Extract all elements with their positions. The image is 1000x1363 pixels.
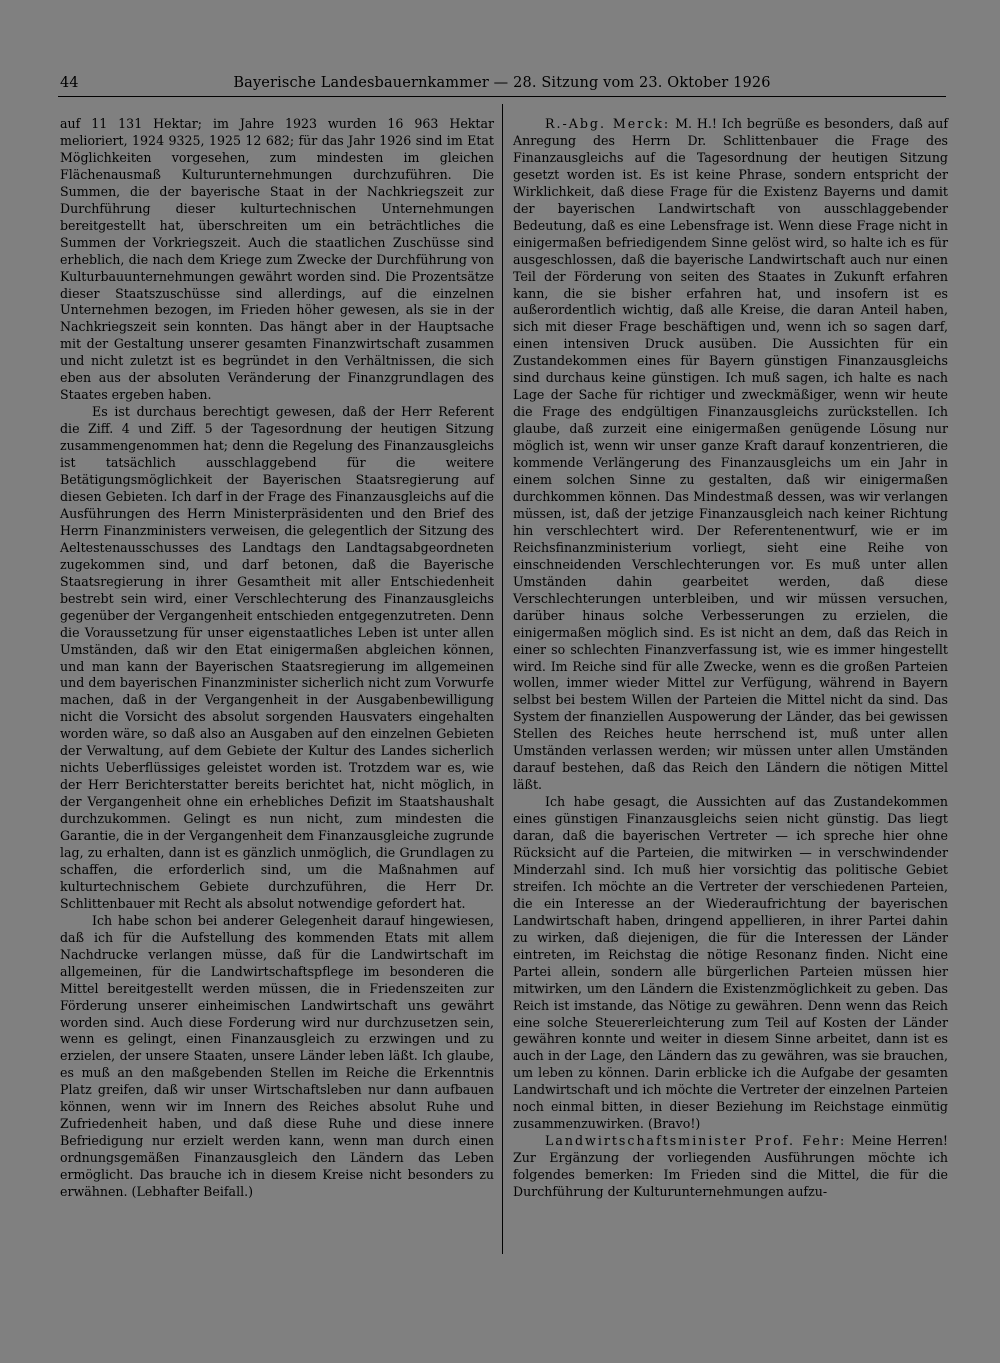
right-paragraph-1 xyxy=(513,116,948,794)
column-divider xyxy=(502,104,503,1254)
right-paragraph-2: Ich habe gesagt, die Aussichten auf das Zustandekommen eines günstigen Finanzausgleichs seien nicht günstig. Das liegt daran, daß die bayerischen Vertreter — ich spreche hier ohne Rücksicht auf die Parteien, die mitwirken — in verschwindender Minderzahl sind. Ich muß hier vorsichtig das politische Gebiet streifen. Ich möchte an die Vertreter der verschiedenen Parteien, die ein Interesse an der Wiederaufrichtung der bayerischen Landwirtschaft haben, dringend appellieren, in ihrer Partei dahin zu wirken, daß diejenigen, die für die Interessen der Länder eintreten, im Reichstag die nötige Resonanz finden. Nicht eine Partei allein, sondern alle bürgerlichen Parteien müssen hier mitwirken, um den Ländern die Existenzmöglichkeit zu geben. Das Reich ist imstande, das Nötige zu gewähren. Denn wenn das Reich eine solche Steuererleichterung zum Teil auf Kosten der Länder gewähren konnte und weiter in diesem Sinne arbeitet, dann ist es auch in der Lage, den Ländern das zu gewähren, was sie brauchen, um leben zu können. Darin erblicke ich die Aufgabe der gesamten Landwirtschaft und ich möchte die Vertreter der einzelnen Parteien noch einmal bitten, in dieser Beziehung im Reichstage einmütig zusammenzuwirken. (Bravo!) xyxy=(513,794,948,1132)
left-paragraph-2: Es ist durchaus berechtigt gewesen, daß der Herr Referent die Ziff. 4 und Ziff. 5 der Tagesordnung der heutigen Sitzung zusammengenommen hat; denn die Regelung des Finanzausgleichs ist tatsächlich ausschlaggebend für die weitere Betätigungsmöglichkeit der Bayerischen Staatsregierung auf diesen Gebieten. Ich darf in der Frage des Finanzausgleichs auf die Ausführungen des Herrn Ministerpräsidenten und den Brief des Herrn Finanzministers verweisen, die gelegentlich der Sitzung des Aeltestenausschusses des Landtags den Landtagsabgeordneten zugekommen sind, und darf betonen, daß die Bayerische Staatsregierung in ihrer Gesamtheit mit aller Entschiedenheit bestrebt sein wird, einer Verschlechterung des Finanzausgleichs gegenüber der Vergangenheit entschieden entgegenzutreten. Denn die Voraussetzung für unser eigenstaatliches Leben ist unter allen Umständen, daß wir den Etat einigermaßen abgleichen können, und man kann der Bayerischen Staatsregierung im allgemeinen und dem bayerischen Finanzminister sicherlich nicht zum Vorwurfe machen, daß in der Vergangenheit in der Ausgabenbewilligung nicht die Vorsicht des absolut sorgenden Hausvaters eingehalten worden wäre, so daß also an Ausgaben auf den einzelnen Gebieten der Verwaltung, auf dem Gebiete der Kultur des Landes sicherlich nichts Ueberflüssiges geleistet worden ist. Trotzdem war es, wie der Herr Berichterstatter bereits berichtet hat, nicht möglich, in der Vergangenheit ohne ein erhebliches Defizit im Staatshaushalt durchzukommen. Gelingt es nun nicht, zum mindesten die Garantie, die in der Vergangenheit dem Finanzausgleiche zugrunde lag, zu erhalten, dann ist es gänzlich unmöglich, die Grundlagen zu schaffen, die erforderlich sind, um die Maßnahmen auf kulturtechnischem Gebiete durchzuführen, die Herr Dr. Schlittenbauer mit Recht als absolut notwendige gefordert hat. xyxy=(60,404,494,911)
right-paragraph-3 xyxy=(513,1133,948,1201)
right-column xyxy=(513,116,948,1201)
left-column xyxy=(60,116,494,1201)
page-number: 44 xyxy=(60,75,79,91)
right-paragraph-1-text: M. H.! Ich begrüße es besonders, daß auf Anregung des Herrn Dr. Schlittenbauer die Frage des Finanzausgleichs auf die Tagesordnung der heutigen Sitzung gesetzt worden ist. Es ist keine Phrase, sondern entspricht der Wirklichkeit, daß diese Frage für die Existenz Bayerns und damit der bayerischen Landwirtschaft von ausschlaggebender Bedeutung, daß es eine Lebensfrage ist. Wenn diese Frage nicht in einigermaßen befriedigendem Sinne gelöst wird, so halte ich es für ausgeschlossen, daß die bayerische Landwirtschaft auch nur einen Teil der Förderung von seiten des Staates in Zukunft erfahren kann, die sie bisher erfahren hat, und insofern ist es außerordentlich wichtig, daß alle Kreise, die daran Anteil haben, sich mit dieser Frage beschäftigen und, wenn ich so sagen darf, einen intensiven Druck ausüben. Die Aussichten für ein Zustandekommen eines für Bayern günstigen Finanzausgleichs sind durchaus keine günstigen. Ich muß sagen, ich halte es nach Lage der Sache für richtiger und zweckmäßiger, wenn wir heute die Frage des endgültigen Finanzausgleichs zurückstellen. Ich glaube, daß zurzeit eine einigermaßen genügende Lösung nur möglich ist, wenn wir unser ganze Kraft darauf konzentrieren, die kommende Verlängerung des Finanzausgleichs um ein Jahr in einem solchen Sinne zu gestalten, daß wir einigermaßen durchkommen können. Das Mindestmaß dessen, was wir verlangen müssen, ist, daß der jetzige Finanzausgleich nach keiner Richtung hin verschlechtert wird. Der Referentenentwurf, wie er im Reichsfinanzministerium vorliegt, sieht eine Reihe von einschneidenden Verschlechterungen vor. Es muß unter allen Umständen dahin gearbeitet werden, daß diese Verschlechterungen unterbleiben, und wir müssen versuchen, darüber hinaus solche Verbesserungen zu erzielen, die einigermaßen möglich sind. Es ist nicht an dem, daß das Reich in einer so schlechten Finanzverfassung ist, wie es immer hingestellt wird. Im Reiche sind für alle Zwecke, wenn es die großen Parteien wollen, immer wieder Mittel zur Verfügung, während in Bayern selbst bei bestem Willen der Parteien die Mittel nicht da sind. Das System der finanziellen Auspowerung der Länder, das bei gewissen Stellen des Reiches heute herrschend ist, muß unter allen Umständen verlassen werden; wir müssen unter allen Umständen darauf bestehen, daß das Reich den Ländern die nötigen Mittel läßt. xyxy=(513,116,948,793)
right-paragraph-3-text: Meine Herren! Zur Ergänzung der vorliegenden Ausführungen möchte ich folgendes bemerken: Im Frieden sind die Mittel, die für die Durchführung der Kulturunternehmungen aufzu- xyxy=(513,1133,948,1200)
page-header xyxy=(58,72,946,94)
left-paragraph-1: auf 11 131 Hektar; im Jahre 1923 wurden 16 963 Hektar melioriert, 1924 9325, 1925 12 682; für das Jahr 1926 sind im Etat Möglichkeiten vorgesehen, zum mindesten im gleichen Flächenausmaß Kulturunternehmungen durchzuführen. Die Summen, die der bayerische Staat in der Nachkriegszeit zur Durchführung dieser kulturtechnischen Unternehmungen bereitgestellt hat, überschreiten um ein beträchtliches die Summen der Vorkriegszeit. Auch die staatlichen Zuschüsse sind erheblich, die nach dem Kriege zum Zwecke der Durchführung von Kulturbauunternehmungen gewährt worden sind. Die Prozentsätze dieser Staatszuschüsse sind allerdings, auf die einzelnen Unternehmen bezogen, im Frieden höher gewesen, als sie in der Nachkriegszeit sein konnten. Das hängt aber in der Hauptsache mit der Gestaltung unserer gesamten Finanzwirtschaft zusammen und nicht zuletzt ist es begründet in den Verhältnissen, die sich eben aus der absoluten Veränderung der Finanzgrundlagen des Staates ergeben haben. xyxy=(60,116,494,403)
header-rule xyxy=(58,96,946,97)
running-title: Bayerische Landesbauernkammer — 28. Sitzung vom 23. Oktober 1926 xyxy=(233,75,771,91)
speaker-name-fehr: Landwirtschaftsminister Prof. Fehr: xyxy=(545,1133,847,1149)
left-paragraph-3: Ich habe schon bei anderer Gelegenheit darauf hingewiesen, daß ich für die Aufstellung des kommenden Etats mit allem Nachdrucke verlangen müsse, daß für die Landwirtschaft im allgemeinen, für die Landwirtschaftspflege im besonderen die Mittel bereitgestellt werden müssen, die in Friedenszeiten zur Förderung unserer einheimischen Landwirtschaft uns gewährt worden sind. Auch diese Forderung wird nur durchzusetzen sein, wenn es gelingt, einen Finanzausgleich zu erzwingen und zu erzielen, der unsere Staaten, unsere Länder leben läßt. Ich glaube, es muß an den maßgebenden Stellen im Reiche die Erkenntnis Platz greifen, daß wir unser Wirtschaftsleben nur dann aufbauen können, wenn wir im Innern des Reiches absolut Ruhe und Zufriedenheit haben, und daß diese Ruhe und diese innere Befriedigung nur erzielt werden kann, wenn man durch einen ordnungsgemäßen Finanzausgleich den Ländern das Leben ermöglicht. Das brauche ich in diesem Kreise nicht besonders zu erwähnen. (Lebhafter Beifall.) xyxy=(60,912,494,1200)
speaker-name-merck: R.-Abg. Merck: xyxy=(545,116,671,131)
